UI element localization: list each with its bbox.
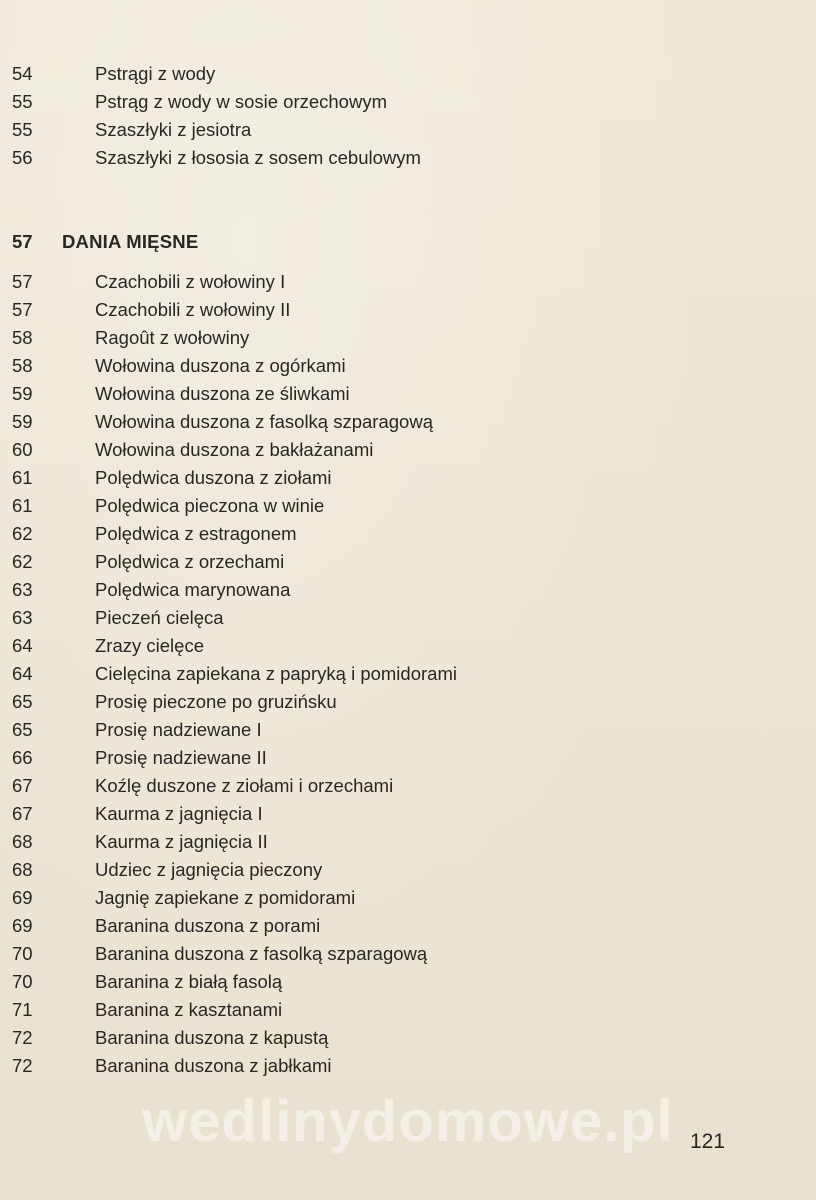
toc-entry (0, 548, 816, 576)
toc-entry-page: 72 (12, 1055, 33, 1076)
toc-entry (0, 60, 816, 88)
toc-entry (0, 576, 816, 604)
toc-entry-page: 71 (12, 999, 33, 1020)
watermark: wedlinydomowe.pl (142, 1089, 674, 1154)
toc-entry-title: Pieczeń cielęca (95, 607, 224, 628)
toc-entry-page: 67 (12, 803, 33, 824)
toc-entry (0, 380, 816, 408)
toc-entry (0, 604, 816, 632)
toc-entry (0, 856, 816, 884)
toc-entry-page: 64 (12, 635, 33, 656)
toc-entry-title: Polędwica z orzechami (95, 551, 285, 572)
toc-entry (0, 968, 816, 996)
toc-entry-title: Udziec z jagnięcia pieczony (95, 859, 323, 880)
toc-entry (0, 1052, 816, 1080)
toc-entry-title: Baranina z kasztanami (95, 999, 283, 1020)
toc-entry-title: Polędwica duszona z ziołami (95, 467, 332, 488)
toc-entry (0, 940, 816, 968)
toc-entry-page: 61 (12, 467, 33, 488)
toc-entry-page: 55 (12, 119, 33, 140)
toc-entry-page: 67 (12, 775, 33, 796)
toc-entry-page: 63 (12, 579, 33, 600)
toc-entry-title: Czachobili z wołowiny II (95, 299, 291, 320)
toc-entry-page: 69 (12, 887, 33, 908)
toc-entry-page: 57 (12, 299, 33, 320)
toc-entry (0, 296, 816, 324)
toc-entry-page: 57 (12, 271, 33, 292)
toc-entry (0, 88, 816, 116)
toc-entry (0, 772, 816, 800)
toc-entry (0, 744, 816, 772)
toc-entry-title: Prosię pieczone po gruzińsku (95, 691, 337, 712)
toc-entry (0, 912, 816, 940)
toc-entry-page: 70 (12, 971, 33, 992)
toc-entry (0, 632, 816, 660)
toc-entry-page: 72 (12, 1027, 33, 1048)
toc-entry-title: Polędwica pieczona w winie (95, 495, 325, 516)
toc-entry-page: 59 (12, 383, 33, 404)
toc-entry-title: Wołowina duszona z fasolką szparagową (95, 411, 433, 432)
toc-entry-page: 56 (12, 147, 33, 168)
toc-entry-page: 59 (12, 411, 33, 432)
toc-entry-page: 63 (12, 607, 33, 628)
toc-entry-page: 60 (12, 439, 33, 460)
toc-entry-title: Prosię nadziewane II (95, 747, 267, 768)
toc-entry-page: 69 (12, 915, 33, 936)
toc-entry (0, 716, 816, 744)
toc-entry-title: Baranina duszona z porami (95, 915, 321, 936)
toc-entry (0, 324, 816, 352)
toc-entry-title: Czachobili z wołowiny I (95, 271, 286, 292)
toc-entry-page: 55 (12, 91, 33, 112)
toc-entry (0, 996, 816, 1024)
toc-entry-title: Kaurma z jagnięcia I (95, 803, 263, 824)
toc-entry-page: 58 (12, 355, 33, 376)
toc-entry (0, 520, 816, 548)
toc-entry-title: Wołowina duszona z bakłażanami (95, 439, 374, 460)
toc-entry-title: Prosię nadziewane I (95, 719, 262, 740)
toc-entry-page: 65 (12, 719, 33, 740)
toc-entry-title: Pstrąg z wody w sosie orzechowym (95, 91, 387, 112)
toc-entry (0, 1024, 816, 1052)
toc-entry-page: 65 (12, 691, 33, 712)
toc-entry-title: Polędwica marynowana (95, 579, 291, 600)
toc-entry-page: 58 (12, 327, 33, 348)
toc-entry (0, 492, 816, 520)
toc-entry-title: Wołowina duszona z ogórkami (95, 355, 346, 376)
toc-list-fish (0, 60, 816, 172)
toc-list-meat (0, 268, 816, 1080)
toc-entry (0, 660, 816, 688)
toc-entry-title: Wołowina duszona ze śliwkami (95, 383, 350, 404)
toc-entry-title: Jagnię zapiekane z pomidorami (95, 887, 356, 908)
toc-entry (0, 800, 816, 828)
toc-entry-title: Baranina duszona z kapustą (95, 1027, 329, 1048)
toc-entry (0, 464, 816, 492)
toc-entry-title: Szaszłyki z jesiotra (95, 119, 252, 140)
toc-entry-page: 54 (12, 63, 33, 84)
toc-entry-title: Koźlę duszone z ziołami i orzechami (95, 775, 394, 796)
toc-entry-title: Baranina z białą fasolą (95, 971, 283, 992)
toc-entry (0, 116, 816, 144)
section-heading-page: 57 (12, 231, 33, 252)
toc-entry (0, 144, 816, 172)
toc-entry-page: 66 (12, 747, 33, 768)
toc-entry (0, 268, 816, 296)
toc-entry (0, 828, 816, 856)
toc-entry-title: Baranina duszona z jabłkami (95, 1055, 332, 1076)
toc-entry-page: 68 (12, 859, 33, 880)
toc-entry-page: 68 (12, 831, 33, 852)
toc-entry-page: 62 (12, 551, 33, 572)
toc-entry-title: Baranina duszona z fasolką szparagową (95, 943, 428, 964)
toc-entry (0, 408, 816, 436)
toc-entry (0, 436, 816, 464)
toc-entry-page: 62 (12, 523, 33, 544)
toc-entry (0, 352, 816, 380)
section-heading-title: DANIA MIĘSNE (62, 231, 199, 252)
toc-entry-page: 61 (12, 495, 33, 516)
toc-entry-title: Szaszłyki z łososia z sosem cebulowym (95, 147, 421, 168)
toc-entry-title: Pstrągi z wody (95, 63, 216, 84)
toc-entry-title: Polędwica z estragonem (95, 523, 297, 544)
toc-entry-title: Kaurma z jagnięcia II (95, 831, 268, 852)
toc-entry (0, 884, 816, 912)
toc-entry-page: 64 (12, 663, 33, 684)
toc-entry-title: Cielęcina zapiekana z papryką i pomidorami (95, 663, 457, 684)
toc-entry-page: 70 (12, 943, 33, 964)
page-number: 121 (690, 1130, 726, 1153)
toc-entry-title: Ragoût z wołowiny (95, 327, 250, 348)
toc-entry-title: Zrazy cielęce (95, 635, 204, 656)
toc-entry (0, 688, 816, 716)
